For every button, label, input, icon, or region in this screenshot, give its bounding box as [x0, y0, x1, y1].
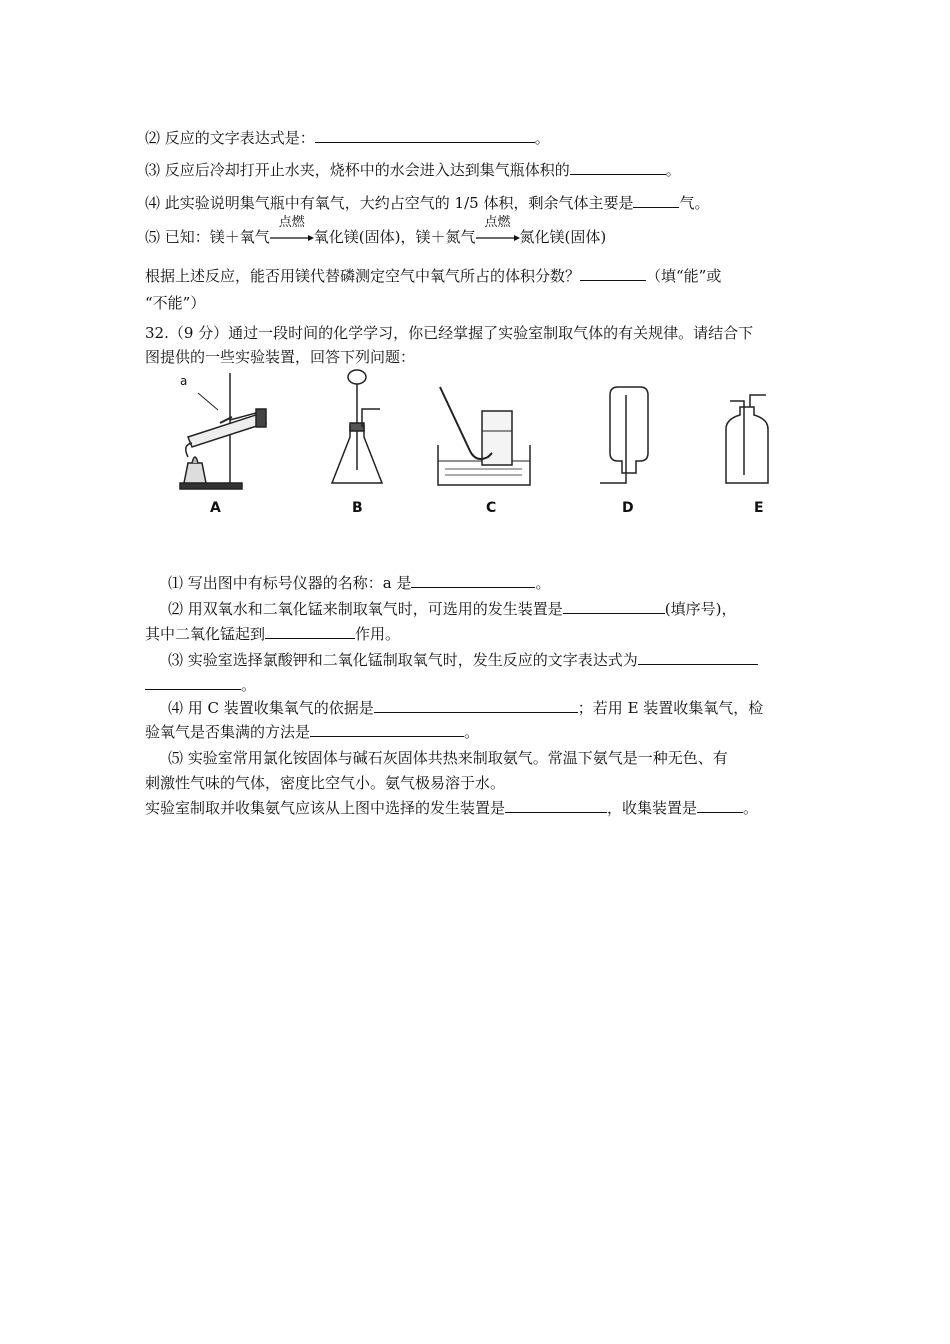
answer-blank[interactable]	[145, 675, 241, 690]
q32-sub-2b: 其中二氧化锰起到 作用。	[145, 625, 401, 643]
q31-line-3: ⑶ 反应后冷却打开止水夹，烧杯中的水会进入达到集气瓶体积的 。	[145, 161, 681, 179]
label-a-mark: a	[180, 374, 188, 388]
answer-blank[interactable]	[310, 722, 464, 737]
answer-blank[interactable]	[633, 193, 679, 208]
q32-sub-4b: 验氧气是否集满的方法是 。	[145, 723, 480, 741]
q31-line-5: ⑸ 已知：镁＋氧气 点燃 氧化镁(固体)，镁＋氮气 点燃 氮化镁(固体)	[145, 215, 607, 246]
answer-blank[interactable]	[638, 650, 758, 665]
q32-sub-1: ⑴ 写出图中有标号仪器的名称：a 是 。	[168, 574, 551, 592]
reaction-arrow: 点燃	[476, 228, 520, 242]
label-d: D	[622, 500, 634, 516]
answer-blank[interactable]	[570, 160, 666, 175]
q31-line-7: “不能”）	[145, 294, 206, 312]
label-c: C	[486, 500, 497, 516]
answer-blank[interactable]	[505, 798, 607, 813]
q31-line-4: ⑷ 此实验说明集气瓶中有氧气，大约占空气的 1/5 体积，剩余气体主要是 气。	[145, 194, 710, 212]
apparatus-e	[726, 395, 768, 483]
q32-sub-3: ⑶ 实验室选择氯酸钾和二氧化锰制取氧气时，发生反应的文字表达式为	[168, 650, 758, 670]
q31-line-2: ⑵ 反应的文字表达式是： 。	[145, 129, 550, 147]
apparatus-c	[438, 387, 530, 485]
apparatus-a	[180, 373, 266, 489]
q32-sub-5b: 刺激性气味的气体，密度比空气小。氨气极易溶于水。	[145, 774, 506, 792]
apparatus-d	[600, 387, 648, 483]
q32-sub-2: ⑵ 用双氧水和二氧化锰来制取氧气时，可选用的发生装置是 (填序号)，	[168, 600, 737, 618]
apparatus-b	[332, 370, 382, 483]
answer-blank[interactable]	[411, 573, 535, 588]
answer-blank[interactable]	[580, 266, 646, 281]
q32-sub-5c: 实验室制取并收集氨气应该从上图中选择的发生装置是 ，收集装置是 。	[145, 799, 759, 817]
answer-blank[interactable]	[374, 698, 578, 713]
label-b: B	[352, 500, 363, 516]
q32-sub-4: ⑷ 用 C 装置收集氧气的依据是 ；若用 E 装置收集氧气，检	[168, 699, 764, 717]
reaction-arrow: 点燃	[270, 228, 314, 242]
answer-blank[interactable]	[265, 624, 355, 639]
q32-sub-5: ⑸ 实验室常用氯化铵固体与碱石灰固体共热来制取氨气。常温下氨气是一种无色、有	[168, 749, 728, 767]
label-a: A	[210, 500, 221, 516]
q32-intro: 32.（9 分）通过一段时间的化学学习，你已经掌握了实验室制取气体的有关规律。请结合下	[145, 324, 754, 342]
q31-line-6: 根据上述反应，能否用镁代替磷测定空气中氧气所占的体积分数？ （填“能”或	[145, 267, 722, 285]
answer-blank[interactable]	[563, 599, 665, 614]
label-e: E	[754, 500, 764, 516]
q32-sub-3b: 。	[145, 675, 256, 695]
q32-intro-2: 图提供的一些实验装置，回答下列问题：	[145, 348, 416, 366]
answer-blank[interactable]	[315, 128, 535, 143]
answer-blank[interactable]	[697, 798, 743, 813]
